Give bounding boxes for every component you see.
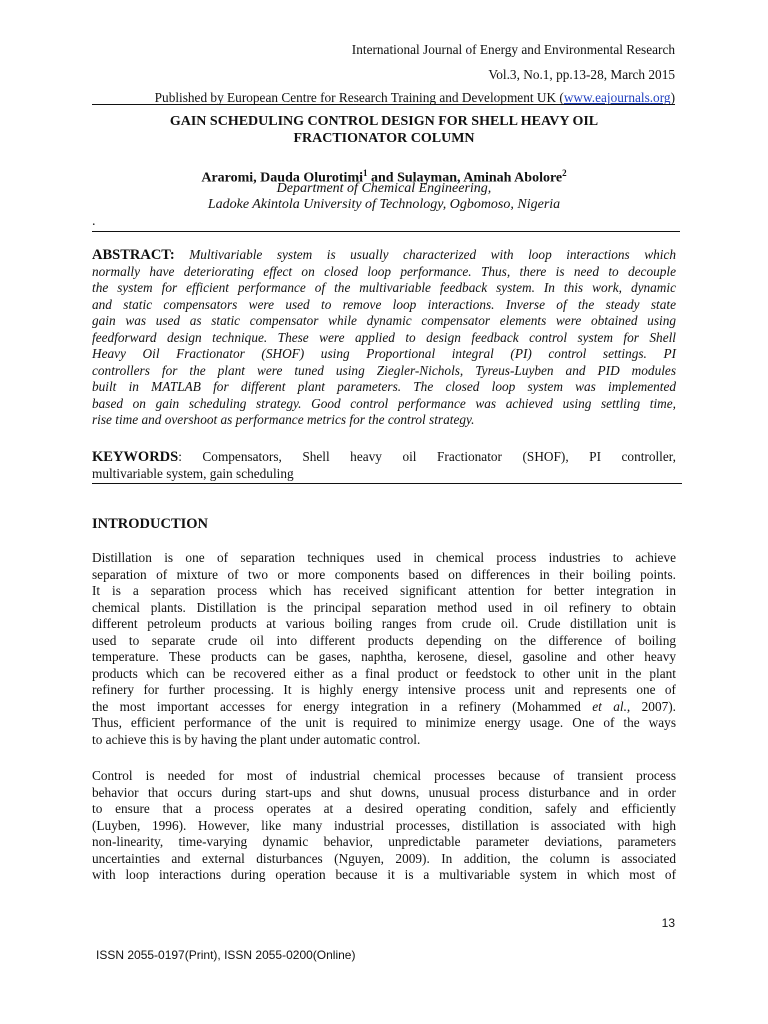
intro-p1-line-8: products which can be recovered either as a final product or feedstock to other unit in the plant: [92, 666, 676, 681]
abstract-line-4: and static compensators were used to remove loop interactions. Inverse of the steady state: [92, 297, 676, 312]
intro-p1-line-3: It is a separation process which has received significant attention for better integration in: [92, 583, 676, 598]
intro-p1-line-10: the most important accesses for energy integration in a refinery (Mohammed et al., 2007).: [92, 699, 676, 714]
intro-p1-line-11: Thus, efficient performance of the unit is required to minimize energy usage. One of the ways: [92, 715, 676, 730]
publisher-text: Published by European Centre for Research Training and Development UK (: [154, 90, 564, 105]
abstract-line-6: feedforward design technique. These were applied to design feedback control system for Shell: [92, 330, 676, 345]
journal-name: International Journal of Energy and Environmental Research: [351, 42, 675, 57]
intro-p2-line-1: Control is needed for most of industrial chemical processes because of transient process: [92, 768, 676, 783]
abstract-line-3: the system for efficient performance of the multivariable feedback system. In this work, dynamic: [92, 280, 676, 295]
intro-p1-line-12: to achieve this is by having the plant under automatic control.: [92, 732, 421, 747]
abstract-top-rule: [92, 231, 680, 232]
author-1: Araromi, Dauda Olurotimi: [201, 170, 363, 186]
abstract-text-1: Multivariable system is usually characterized with loop interactions which: [174, 247, 676, 262]
issn-footer: ISSN 2055-0197(Print), ISSN 2055-0200(Online): [96, 948, 356, 962]
abstract-line-1: [92, 247, 676, 264]
author-2: and Sulayman, Aminah Abolore: [367, 170, 563, 186]
intro-p2-line-6: uncertainties and external disturbances (Nguyen, 2009). In addition, the column is associated: [92, 851, 676, 866]
author-2-affil: 2: [562, 168, 567, 178]
abstract-line-5: gain was used as static compensator while dynamic compensator elements were obtained using: [92, 313, 676, 328]
paper-title-line1: GAIN SCHEDULING CONTROL DESIGN FOR SHELL HEAVY OIL: [169, 114, 599, 129]
keywords-bottom-rule: [92, 483, 682, 484]
keywords-text-1: : Compensators, Shell heavy oil Fractionator (SHOF), PI controller,: [178, 449, 676, 464]
intro-p2-line-3: to ensure that a process operates at a desired operating condition, safely and efficiently: [92, 801, 676, 816]
intro-p1-line-4: chemical plants. Distillation is the principal separation method used in oil refinery to obtain: [92, 600, 676, 615]
abstract-line-9: built in MATLAB for different plant parameters. The closed loop system was implemented: [92, 379, 676, 394]
intro-p2-line-4: (Luyben, 1996). However, like many industrial processes, distillation is associated with high: [92, 818, 676, 833]
volume-info: Vol.3, No.1, pp.13-28, March 2015: [488, 67, 675, 82]
keywords-line-2: multivariable system, gain scheduling: [92, 466, 294, 481]
header-rule: [92, 104, 675, 105]
page-number: 13: [661, 916, 675, 930]
stray-dot: .: [92, 214, 96, 229]
intro-p1-line-9: refinery for further processing. It is highly energy intensive process unit and represents one of: [92, 682, 676, 697]
abstract-line-10: based on gain scheduling strategy. Good control performance was achieved using settling time,: [92, 396, 676, 411]
abstract-line-2: normally have deteriorating effect on closed loop performance. Thus, there is need to decouple: [92, 264, 676, 279]
intro-p2-line-2: behavior that occurs during start-ups and shut downs, unusual process disturbance and in order: [92, 785, 676, 800]
abstract-line-11: rise time and overshoot as performance metrics for the control strategy.: [92, 412, 475, 427]
publisher-link[interactable]: www.eajournals.org: [563, 90, 671, 105]
keywords-line-1: [92, 449, 676, 466]
intro-p1-line-1: Distillation is one of separation techniques used in chemical process industries to achieve: [92, 550, 676, 565]
department: Department of Chemical Engineering,: [276, 181, 492, 196]
intro-p1-line-2: separation of mixture of two or more components based on differences in their boiling points.: [92, 567, 676, 582]
abstract-label: ABSTRACT:: [92, 247, 175, 263]
intro-p1-line-5: different petroleum products at various boiling ranges from crude oil. Crude distillation unit is: [92, 616, 676, 631]
intro-heading: INTRODUCTION: [92, 516, 209, 532]
intro-p1-line-6: used to separate crude oil into different products depending on the difference of boiling: [92, 633, 676, 648]
citation-et-al: et al.: [592, 699, 627, 714]
abstract-line-7: Heavy Oil Fractionator (SHOF) using Proportional integral (PI) control settings. PI: [92, 346, 676, 361]
intro-p2-line-7: with loop interactions during operation because it is a multivariable system in which most of: [92, 867, 676, 882]
keywords-label: KEYWORDS: [92, 449, 179, 465]
intro-p1-line-7: temperature. These products can be gases, naphtha, kerosene, diesel, gasoline and other heavy: [92, 649, 676, 664]
author-1-affil: 1: [363, 168, 368, 178]
university: Ladoke Akintola University of Technology, Ogbomoso, Nigeria: [207, 197, 561, 212]
intro-p2-line-5: non-linearity, time-varying dynamic behavior, unpredictable parameter deviations, parameters: [92, 834, 676, 849]
abstract-line-8: controllers for the plant were tuned using Ziegler-Nichols, Tyreus-Luyben and PID modules: [92, 363, 676, 378]
publisher-suffix: ): [670, 90, 675, 105]
paper-title-line2: FRACTIONATOR COLUMN: [293, 131, 475, 146]
